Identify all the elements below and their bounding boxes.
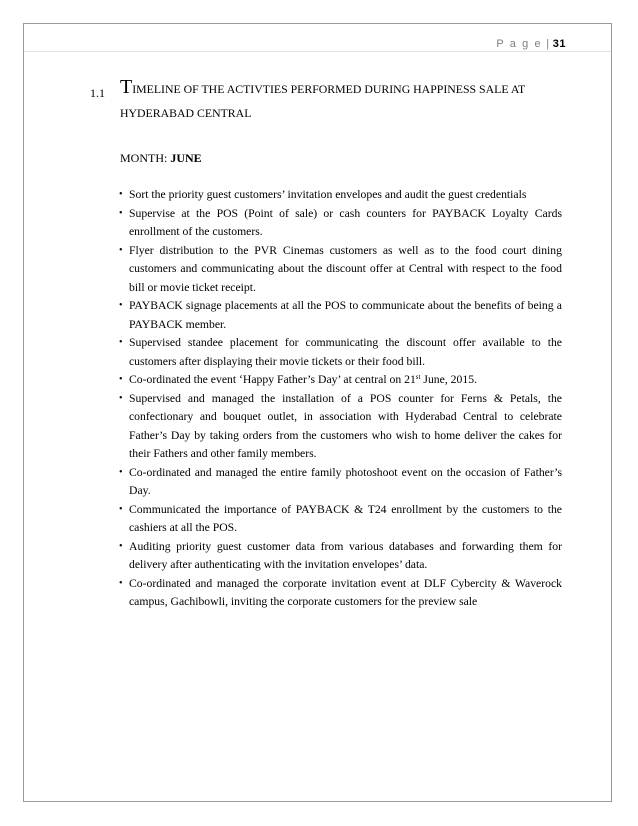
section-number: 1.1: [90, 86, 105, 100]
list-item: • Supervised and managed the installation of a POS counter for Ferns & Petals, the confectionary and bouquet outlet, in association with Hyderabad Central to celebrate Father’s Day by taking orders from the customers who wish to home deliver the cakes for their Fathers and other family members.: [120, 390, 562, 464]
list-item: • Co-ordinated and managed the corporate invitation event at DLF Cybercity & Waverock campus, Gachibowli, inviting the corporate customers for the preview sale: [120, 575, 562, 612]
list-item: • Sort the priority guest customers’ invitation envelopes and audit the guest credentials: [120, 186, 562, 205]
section-title-line1: [120, 76, 525, 99]
page-header: [24, 24, 611, 52]
month-label: MONTH:: [120, 151, 171, 165]
list-item: • Co-ordinated and managed the entire family photoshoot event on the occasion of Father’s Day.: [120, 464, 562, 501]
month-line: [120, 151, 202, 166]
list-item: • Auditing priority guest customer data from various databases and forwarding them for delivery after authenticating with the invitation envelopes’ data.: [120, 538, 562, 575]
list-item-text: June, 2015.: [420, 373, 477, 386]
page-label-text: P a g e: [496, 38, 543, 50]
section-title-rest: IMELINE OF THE ACTIVTIES PERFORMED DURING HAPPINESS SALE AT: [132, 82, 526, 96]
list-item: • Supervised standee placement for communicating the discount offer available to the customers after displaying their movie tickets or their food bill.: [120, 334, 562, 371]
page-number: 31: [552, 38, 566, 50]
page-number-label: [496, 38, 566, 50]
list-item: [120, 371, 562, 390]
list-item: • Flyer distribution to the PVR Cinemas customers as well as to the food court dining customers and communicating about the discount offer at Central with respect to the food bill or movie ticket receipt.: [120, 242, 562, 298]
list-item: • PAYBACK signage placements at all the POS to communicate about the benefits of being a PAYBACK member.: [120, 297, 562, 334]
section-title-initial: T: [120, 76, 133, 98]
list-item: • Supervise at the POS (Point of sale) or cash counters for PAYBACK Loyalty Cards enrollment of the customers.: [120, 205, 562, 242]
list-item-text: Co-ordinated the event ‘Happy Father’s Day’ at central on 21: [129, 373, 416, 386]
page-separator: |: [546, 38, 551, 50]
section-title-line2: HYDERABAD CENTRAL: [120, 106, 252, 120]
date-ordinal-suffix: st: [415, 373, 421, 381]
list-item: • Communicated the importance of PAYBACK & T24 enrollment by the customers to the cashiers at all the POS.: [120, 501, 562, 538]
activity-list: [120, 186, 562, 612]
month-value: JUNE: [170, 151, 202, 165]
